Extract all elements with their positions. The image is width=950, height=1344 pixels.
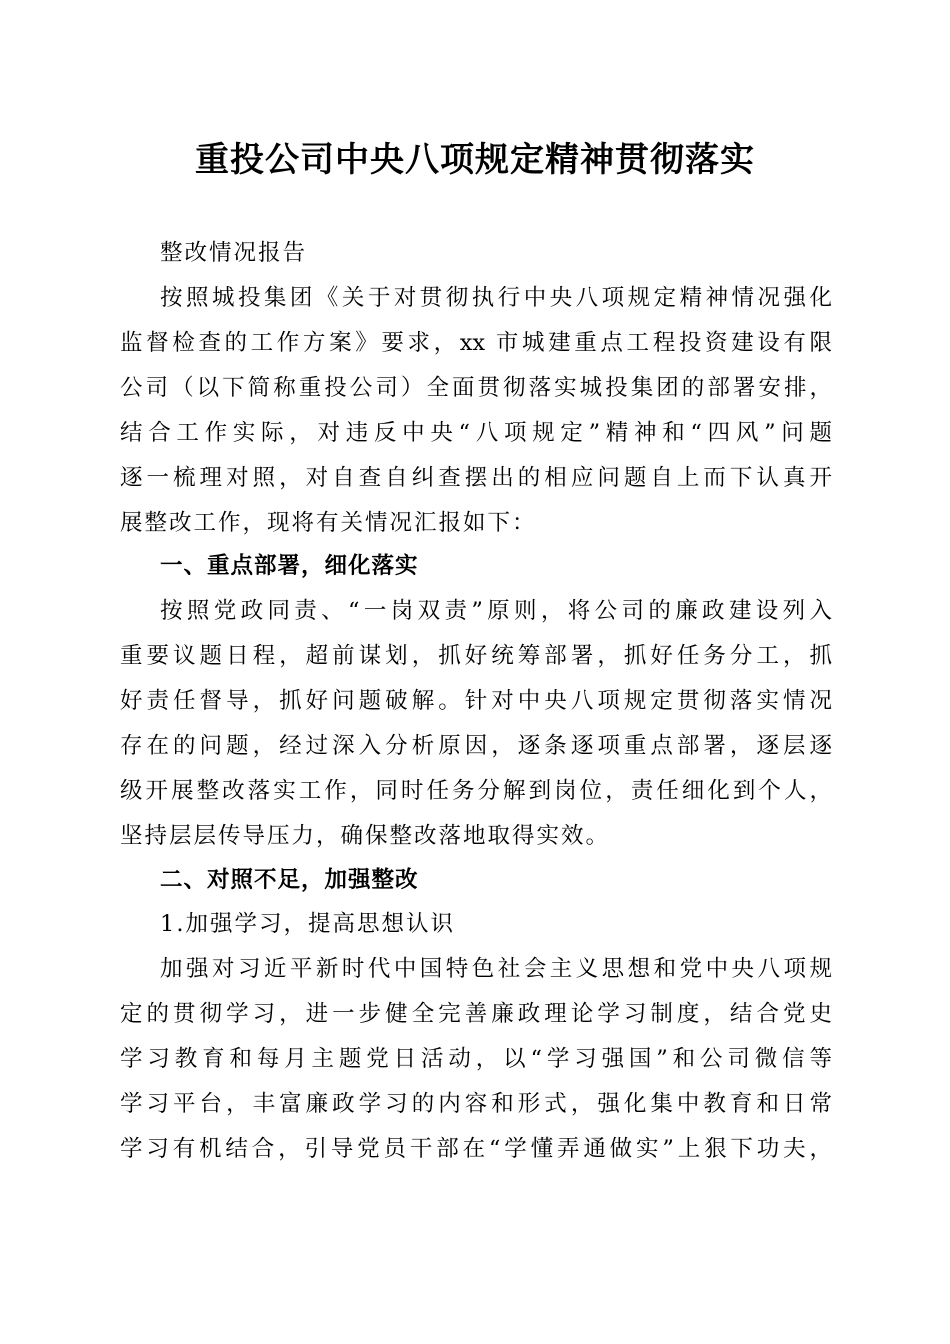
intro-line: 监督检查的工作方案》要求，xx 市城建重点工程投资建设有限 (120, 330, 832, 356)
document-subtitle: 整改情况报告 (160, 240, 308, 266)
intro-line: 展整改工作，现将有关情况汇报如下： (120, 510, 537, 536)
section-heading: 一、重点部署，细化落实 (160, 553, 419, 579)
paragraph-line: 重要议题日程，超前谋划，抓好统筹部署，抓好任务分工，抓 (120, 643, 832, 669)
document-title: 重投公司中央八项规定精神贯彻落实 (195, 140, 755, 180)
intro-line: 公司（以下简称重投公司）全面贯彻落实城投集团的部署安排， (120, 375, 832, 401)
paragraph-line: 学习平台，丰富廉政学习的内容和形式，强化集中教育和日常 (120, 1091, 832, 1117)
paragraph-line: 坚持层层传导压力，确保整改落地取得实效。 (120, 823, 611, 849)
paragraph-line: 级开展整改落实工作，同时任务分解到岗位，责任细化到个人， (120, 778, 832, 804)
intro-line: 按照城投集团《关于对贯彻执行中央八项规定精神情况强化 (160, 285, 832, 311)
paragraph-line: 学习有机结合，引导党员干部在“学懂弄通做实”上狠下功夫， (120, 1136, 832, 1162)
intro-line: 结合工作实际，对违反中央“八项规定”精神和“四风”问题 (120, 420, 832, 446)
section-heading: 二、对照不足，加强整改 (160, 867, 419, 893)
paragraph-line: 按照党政同责、“一岗双责”原则，将公司的廉政建设列入 (160, 598, 832, 624)
paragraph-line: 好责任督导，抓好问题破解。针对中央八项规定贯彻落实情况 (120, 688, 832, 714)
section-subheading: 1.加强学习，提高思想认识 (160, 911, 455, 937)
intro-line: 逐一梳理对照，对自查自纠查摆出的相应问题自上而下认真开 (120, 465, 832, 491)
paragraph-line: 存在的问题，经过深入分析原因，逐条逐项重点部署，逐层逐 (120, 733, 832, 759)
paragraph-line: 加强对习近平新时代中国特色社会主义思想和党中央八项规 (160, 956, 832, 982)
paragraph-line: 学习教育和每月主题党日活动，以“学习强国”和公司微信等 (120, 1046, 832, 1072)
paragraph-line: 定的贯彻学习，进一步健全完善廉政理论学习制度，结合党史 (120, 1001, 832, 1027)
